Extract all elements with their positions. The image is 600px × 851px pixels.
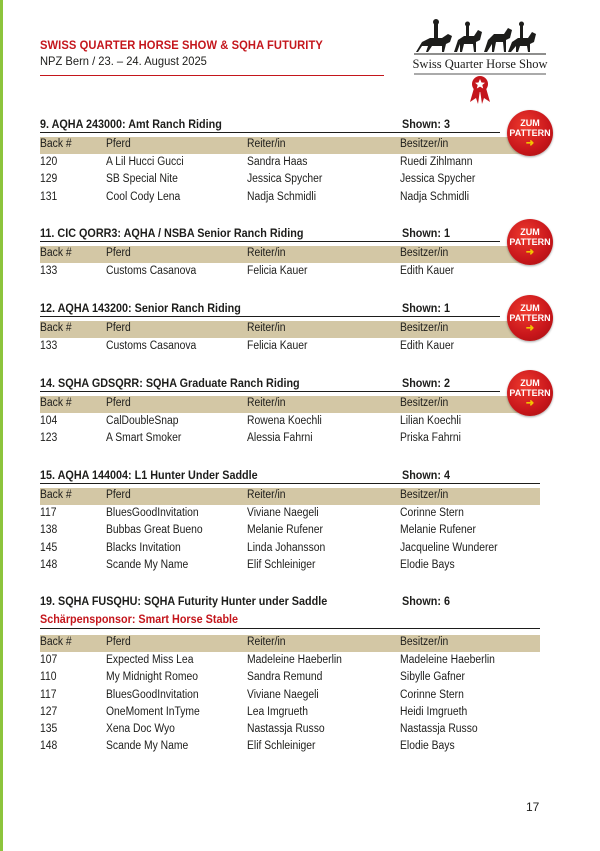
page-number: 17	[526, 800, 540, 814]
horse-name: Blacks Invitation	[106, 541, 181, 554]
table-row	[40, 669, 540, 686]
arrow-right-icon: ➜	[525, 398, 535, 409]
horse-name: OneMoment InTyme	[106, 705, 200, 718]
rider-name: Melanie Rufener	[247, 524, 323, 537]
table-header	[40, 246, 540, 263]
table-row	[40, 557, 540, 574]
col-horse: Pferd	[106, 322, 131, 334]
event-title: SWISS QUARTER HORSE SHOW & SQHA FUTURITY	[40, 38, 323, 52]
table-row	[40, 738, 540, 755]
rider-name: Jessica Spycher	[247, 173, 323, 186]
col-horse: Pferd	[106, 247, 131, 259]
class-title: 19. SQHA FUSQHU: SQHA Futurity Hunter under Saddle	[40, 594, 328, 608]
back-number: 133	[40, 340, 58, 352]
section-divider	[40, 483, 540, 484]
back-number: 148	[40, 740, 58, 753]
horse-name: Expected Miss Lea	[106, 654, 194, 666]
table-header	[40, 396, 540, 413]
back-number: 110	[40, 671, 57, 684]
pattern-label-1: ZUM	[520, 227, 540, 237]
table-row	[40, 540, 540, 557]
rosette-icon	[470, 76, 490, 104]
horse-name: Scande My Name	[106, 740, 189, 753]
table-row	[40, 652, 540, 669]
rider-name: Viviane Naegeli	[247, 688, 319, 701]
back-number: 133	[40, 265, 58, 277]
back-number: 138	[40, 524, 58, 537]
table-row	[40, 338, 540, 355]
pattern-label-2: PATTERN	[509, 237, 551, 247]
horse-name: BluesGoodInvitation	[106, 507, 199, 519]
section-divider	[40, 628, 540, 629]
owner-name: Heidi Imgrueth	[400, 705, 468, 718]
rider-name: Sandra Remund	[247, 671, 323, 684]
owner-name: Edith Kauer	[400, 265, 455, 277]
back-number: 120	[40, 156, 58, 168]
rider-name: Elif Schleiniger	[247, 740, 316, 753]
rider-name: Sandra Haas	[247, 156, 308, 168]
table-row	[40, 263, 540, 280]
owner-name: Jacqueline Wunderer	[400, 541, 498, 554]
back-number: 117	[40, 507, 57, 519]
owner-name: Edith Kauer	[400, 340, 455, 352]
back-number: 123	[40, 432, 58, 445]
col-rider: Reiter/in	[247, 138, 286, 150]
horse-name: Xena Doc Wyo	[106, 723, 175, 736]
horse-name: My Midnight Romeo	[106, 671, 199, 684]
col-owner: Besitzer/in	[400, 636, 449, 648]
table-row	[40, 430, 540, 447]
owner-name: Ruedi Zihlmann	[400, 156, 473, 168]
col-horse: Pferd	[106, 489, 131, 501]
col-back: Back #	[40, 489, 72, 501]
col-horse: Pferd	[106, 138, 131, 150]
owner-name: Corinne Stern	[400, 507, 464, 519]
class-section	[40, 226, 540, 280]
horse-name: Customs Casanova	[106, 340, 197, 352]
owner-name: Jessica Spycher	[400, 173, 476, 186]
class-title: 11. CIC QORR3: AQHA / NSBA Senior Ranch Riding	[40, 226, 304, 240]
table-header	[40, 137, 540, 154]
col-rider: Reiter/in	[247, 322, 286, 334]
table-row	[40, 154, 540, 171]
page-edge-line	[0, 0, 3, 851]
arrow-right-icon: ➜	[525, 323, 535, 334]
horse-name: SB Special Nite	[106, 173, 178, 186]
section-divider	[40, 132, 500, 133]
section-divider	[40, 391, 500, 392]
rider-name: Madeleine Haeberlin	[247, 654, 342, 666]
pattern-label-2: PATTERN	[509, 313, 551, 323]
class-section	[40, 117, 540, 206]
back-number: 148	[40, 558, 58, 571]
col-horse: Pferd	[106, 636, 131, 648]
pattern-label-2: PATTERN	[509, 128, 551, 138]
owner-name: Lilian Koechli	[400, 415, 461, 427]
col-back: Back #	[40, 322, 72, 334]
class-title: 9. AQHA 243000: Amt Ranch Riding	[40, 117, 222, 131]
horse-name: CalDoubleSnap	[106, 415, 179, 427]
arrow-right-icon: ➜	[525, 247, 535, 258]
owner-name: Madeleine Haeberlin	[400, 654, 495, 666]
owner-name: Priska Fahrni	[400, 432, 461, 445]
owner-name: Corinne Stern	[400, 688, 464, 701]
rider-name: Alessia Fahrni	[247, 432, 313, 445]
arrow-right-icon: ➜	[525, 138, 535, 149]
owner-name: Elodie Bays	[400, 558, 455, 571]
shown-count: Shown: 4	[402, 468, 451, 482]
rider-name: Lea Imgrueth	[247, 705, 308, 718]
horse-name: Cool Cody Lena	[106, 190, 181, 203]
pattern-button[interactable]	[507, 110, 553, 156]
shown-count: Shown: 3	[402, 117, 451, 131]
back-number: 127	[40, 705, 58, 718]
horse-name: A Smart Smoker	[106, 432, 182, 445]
col-back: Back #	[40, 247, 72, 259]
event-subtitle: NPZ Bern / 23. – 24. August 2025	[40, 54, 207, 68]
back-number: 135	[40, 723, 58, 736]
col-rider: Reiter/in	[247, 397, 286, 409]
col-owner: Besitzer/in	[400, 322, 449, 334]
back-number: 117	[40, 688, 57, 701]
col-owner: Besitzer/in	[400, 247, 449, 259]
col-back: Back #	[40, 397, 72, 409]
pattern-button[interactable]	[507, 219, 553, 265]
rider-name: Nastassja Russo	[247, 723, 325, 736]
table-row	[40, 171, 540, 188]
owner-name: Elodie Bays	[400, 740, 455, 753]
pattern-button[interactable]	[507, 370, 553, 416]
pattern-label-1: ZUM	[520, 303, 540, 313]
class-section	[40, 594, 540, 756]
col-owner: Besitzer/in	[400, 138, 449, 150]
back-number: 107	[40, 654, 58, 666]
pattern-label-2: PATTERN	[509, 388, 551, 398]
col-back: Back #	[40, 138, 72, 150]
show-logo	[408, 14, 552, 106]
shown-count: Shown: 6	[402, 594, 451, 608]
class-title: 12. AQHA 143200: Senior Ranch Riding	[40, 301, 241, 315]
pattern-label-1: ZUM	[520, 118, 540, 128]
section-divider	[40, 316, 500, 317]
pattern-label-1: ZUM	[520, 378, 540, 388]
rider-name: Elif Schleiniger	[247, 558, 316, 571]
class-section	[40, 301, 540, 355]
table-header	[40, 488, 540, 505]
header-divider	[40, 75, 384, 76]
sash-sponsor: Schärpensponsor: Smart Horse Stable	[40, 612, 239, 626]
rider-name: Rowena Koechli	[247, 415, 322, 427]
owner-name: Sibylle Gafner	[400, 671, 466, 684]
class-title: 15. AQHA 144004: L1 Hunter Under Saddle	[40, 468, 258, 482]
table-header	[40, 635, 540, 652]
back-number: 104	[40, 415, 58, 427]
horse-name: Customs Casanova	[106, 265, 197, 277]
rider-name: Felicia Kauer	[247, 340, 308, 352]
horse-name: Scande My Name	[106, 558, 189, 571]
owner-name: Nastassja Russo	[400, 723, 478, 736]
rider-name: Viviane Naegeli	[247, 507, 319, 519]
table-header	[40, 321, 540, 338]
table-row	[40, 522, 540, 539]
class-section	[40, 468, 540, 574]
col-owner: Besitzer/in	[400, 489, 449, 501]
col-rider: Reiter/in	[247, 636, 286, 648]
back-number: 131	[40, 190, 58, 203]
back-number: 129	[40, 173, 58, 186]
logo-text: Swiss Quarter Horse Show	[412, 57, 548, 71]
table-row	[40, 721, 540, 738]
horse-name: BluesGoodInvitation	[106, 688, 199, 701]
owner-name: Melanie Rufener	[400, 524, 476, 537]
col-owner: Besitzer/in	[400, 397, 449, 409]
table-row	[40, 505, 540, 522]
table-row	[40, 189, 540, 206]
col-rider: Reiter/in	[247, 489, 286, 501]
rider-name: Nadja Schmidli	[247, 190, 317, 203]
horse-name: A Lil Hucci Gucci	[106, 156, 184, 168]
table-row	[40, 413, 540, 430]
pattern-button[interactable]	[507, 295, 553, 341]
back-number: 145	[40, 541, 58, 554]
shown-count: Shown: 2	[402, 376, 451, 390]
class-section	[40, 376, 540, 448]
col-rider: Reiter/in	[247, 247, 286, 259]
shown-count: Shown: 1	[402, 301, 451, 315]
owner-name: Nadja Schmidli	[400, 190, 470, 203]
rider-name: Felicia Kauer	[247, 265, 308, 277]
section-divider	[40, 241, 500, 242]
table-row	[40, 687, 540, 704]
col-horse: Pferd	[106, 397, 131, 409]
table-row	[40, 704, 540, 721]
rider-name: Linda Johansson	[247, 541, 326, 554]
class-title: 14. SQHA GDSQRR: SQHA Graduate Ranch Riding	[40, 376, 300, 390]
shown-count: Shown: 1	[402, 226, 451, 240]
col-back: Back #	[40, 636, 72, 648]
horse-name: Bubbas Great Bueno	[106, 524, 203, 537]
